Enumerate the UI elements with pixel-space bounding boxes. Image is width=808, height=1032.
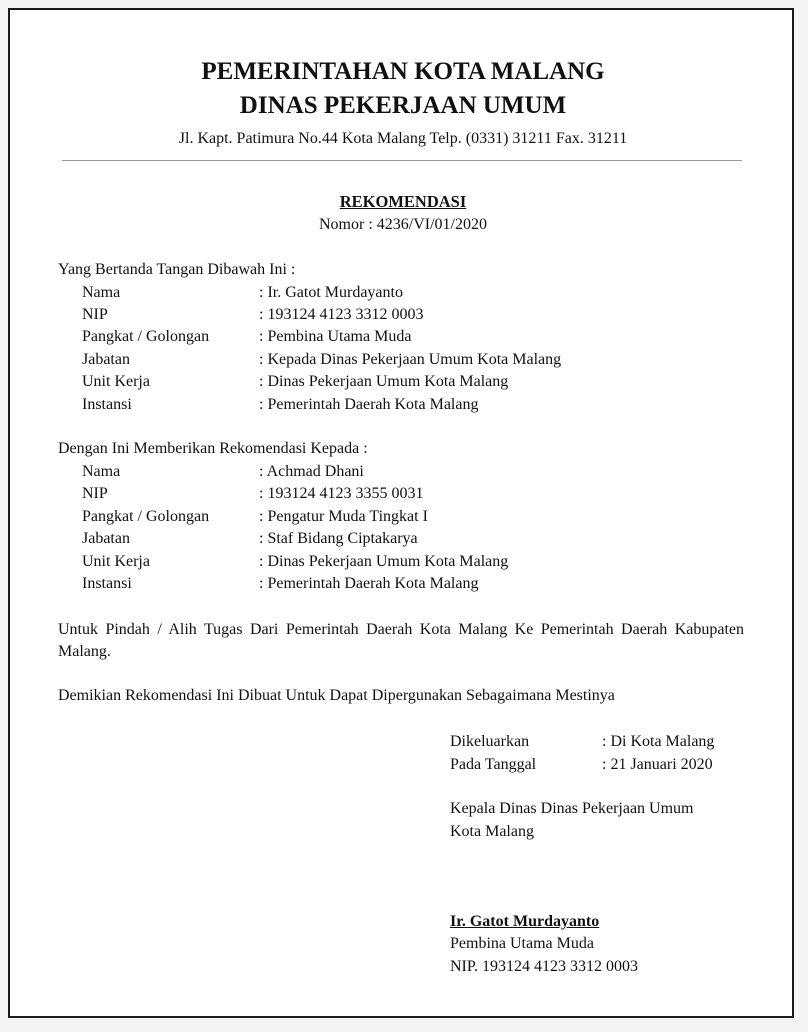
signature-rank: Pembina Utama Muda — [450, 935, 594, 952]
letterhead-address: Jl. Kapt. Patimura No.44 Kota Malang Telp. (0331) 31211 Fax. 31211 — [178, 130, 628, 147]
signer-label-instansi: Instansi — [82, 396, 132, 413]
issued-place-value: : Di Kota Malang — [602, 733, 715, 750]
issued-place-label: Dikeluarkan — [450, 733, 530, 750]
signer-label-pangkat: Pangkat / Golongan — [82, 328, 210, 345]
signer-value-instansi: : Pemerintah Daerah Kota Malang — [259, 396, 479, 413]
recipient-value-jabatan: : Staf Bidang Ciptakarya — [259, 530, 418, 547]
recipient-value-nama: : Achmad Dhani — [259, 463, 364, 480]
signer-value-nama: : Ir. Gatot Murdayanto — [259, 284, 403, 301]
recipient-label-nama: Nama — [82, 463, 121, 480]
recipient-value-pangkat: : Pengatur Muda Tingkat I — [259, 508, 428, 525]
signature-name: Ir. Gatot Murdayanto — [450, 913, 600, 930]
signer-value-jabatan: : Kepada Dinas Pekerjaan Umum Kota Malang — [259, 351, 562, 368]
document-number: Nomor : 4236/VI/01/2020 — [319, 216, 487, 233]
issued-date-label: Pada Tanggal — [450, 756, 537, 773]
letterhead-divider — [62, 160, 742, 161]
signer-label-unit-kerja: Unit Kerja — [82, 373, 150, 390]
signer-value-pangkat: : Pembina Utama Muda — [259, 328, 412, 345]
signer-value-unit-kerja: : Dinas Pekerjaan Umum Kota Malang — [259, 373, 509, 390]
recipient-label-jabatan: Jabatan — [82, 530, 130, 547]
letterhead-department: DINAS PEKERJAAN UMUM — [239, 92, 567, 119]
recipient-label-nip: NIP — [82, 485, 108, 502]
signer-label-jabatan: Jabatan — [82, 351, 130, 368]
signature-position-line1: Kepala Dinas Dinas Pekerjaan Umum — [450, 800, 694, 817]
recipient-value-instansi: : Pemerintah Daerah Kota Malang — [259, 575, 479, 592]
recipient-label-instansi: Instansi — [82, 575, 132, 592]
document-page — [8, 8, 794, 1018]
signature-nip: NIP. 193124 4123 3312 0003 — [450, 958, 639, 975]
issued-date-value: : 21 Januari 2020 — [602, 756, 713, 773]
recipient-value-nip: : 193124 4123 3355 0031 — [259, 485, 424, 502]
signer-intro: Yang Bertanda Tangan Dibawah Ini : — [58, 261, 296, 278]
signer-label-nip: NIP — [82, 306, 108, 323]
signer-label-nama: Nama — [82, 284, 121, 301]
recipient-label-unit-kerja: Unit Kerja — [82, 553, 150, 570]
recipient-intro: Dengan Ini Memberikan Rekomendasi Kepada : — [58, 440, 368, 457]
recipient-label-pangkat: Pangkat / Golongan — [82, 508, 210, 525]
closing-paragraph: Demikian Rekomendasi Ini Dibuat Untuk Dapat Dipergunakan Sebagaimana Mestinya — [58, 687, 615, 704]
signer-value-nip: : 193124 4123 3312 0003 — [259, 306, 424, 323]
recipient-value-unit-kerja: : Dinas Pekerjaan Umum Kota Malang — [259, 553, 509, 570]
purpose-paragraph: Untuk Pindah / Alih Tugas Dari Pemerintah Daerah Kota Malang Ke Pemerintah Daerah Kabupaten Malang. — [58, 621, 744, 660]
letterhead-government: PEMERINTAHAN KOTA MALANG — [201, 58, 605, 85]
signature-position-line2: Kota Malang — [450, 823, 534, 840]
document-title: REKOMENDASI — [339, 192, 467, 211]
